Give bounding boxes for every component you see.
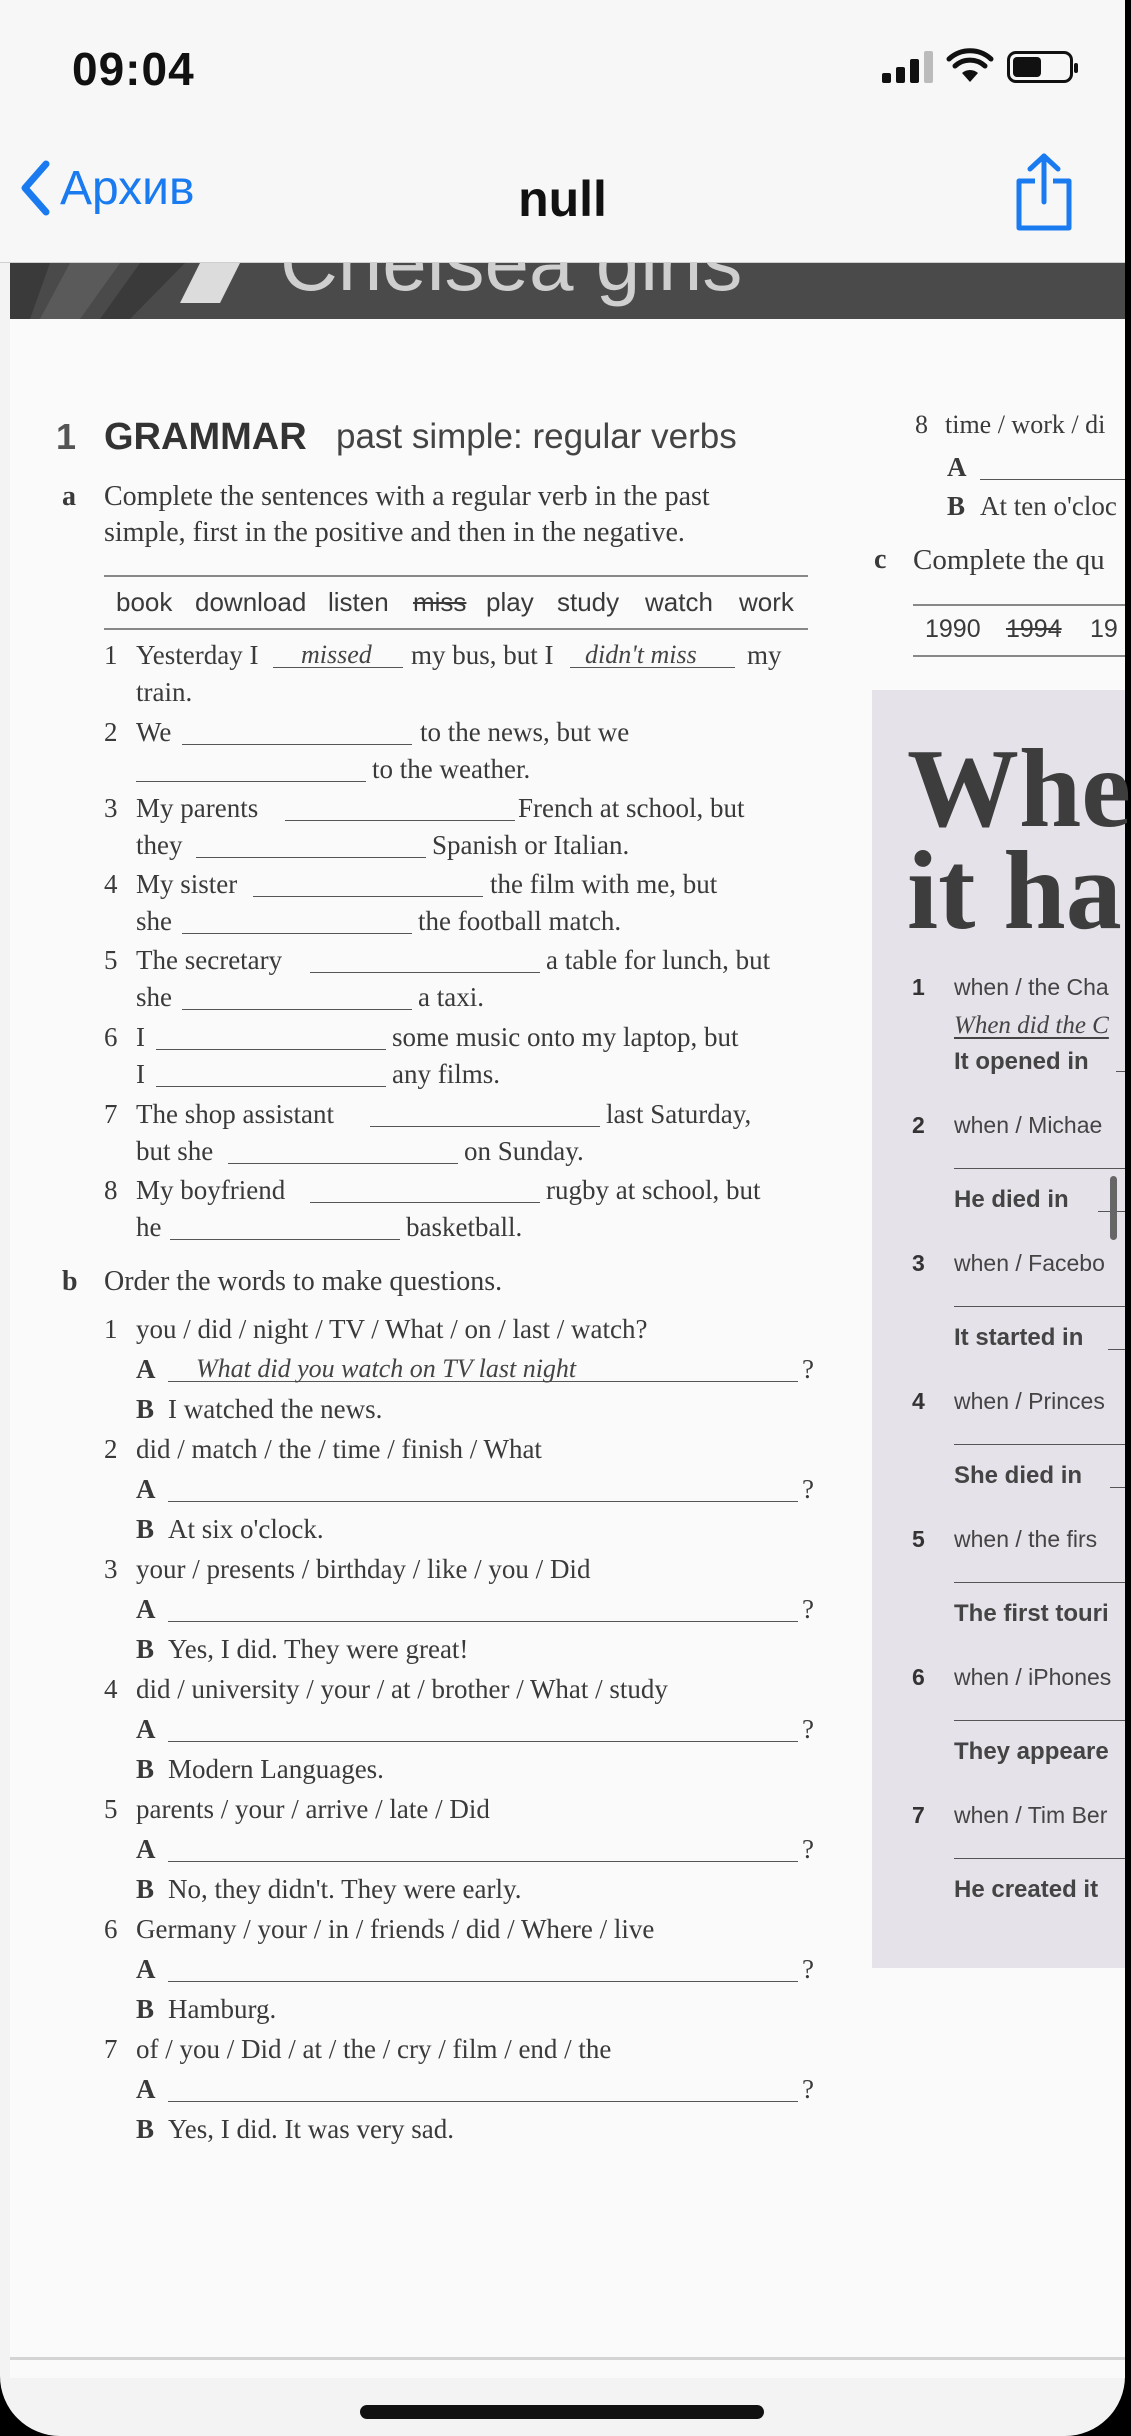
sentence-text: The shop assistant [136, 1099, 334, 1129]
year-box-bottom-rule [913, 655, 1125, 657]
year-box-top-rule [913, 604, 1125, 606]
exercise-b-instruction: Order the words to make questions. [104, 1266, 503, 1297]
page-title: null [518, 171, 607, 227]
panel-title-line-1: Whe [907, 727, 1131, 851]
word-prompt: Germany / your / in / friends / did / Where / live [136, 1914, 655, 1944]
question-mark: ? [802, 1354, 814, 1384]
sentence-text: My parents [136, 793, 259, 823]
exercise-c-letter: c [874, 544, 887, 575]
status-time: 09:04 [72, 43, 195, 95]
word-prompt: did / match / the / time / finish / What [136, 1434, 542, 1464]
answer-blank[interactable] [1108, 1349, 1125, 1350]
panel-item-answer-prefix: They appeare [954, 1738, 1109, 1765]
item-number: 5 [104, 945, 118, 975]
item-number: 1 [104, 1314, 118, 1344]
sentence-text: they [136, 830, 183, 860]
speaker-a-label: A [947, 452, 967, 482]
answer-blank[interactable] [170, 1239, 400, 1240]
speaker-b-label: B [947, 491, 966, 521]
word-prompt: of / you / Did / at / the / cry / film / end / the [136, 2034, 612, 2064]
item-number: 8 [915, 410, 928, 439]
item-number: 6 [104, 1022, 118, 1052]
answer-blank[interactable] [954, 1582, 1125, 1583]
section-number: 1 [56, 416, 77, 457]
sentence-text: French at school, but [518, 793, 745, 823]
speaker-b-label: B [136, 1634, 155, 1664]
answer-blank[interactable] [168, 2101, 798, 2102]
speaker-b-label: B [136, 1994, 155, 2024]
page-bottom-line [10, 2357, 1125, 2360]
panel-item-question: when / Michae [954, 1112, 1103, 1138]
word-prompt: you / did / night / TV / What / on / last / watch? [136, 1314, 648, 1344]
speaker-b-label: B [136, 2114, 155, 2144]
speaker-a-label: A [136, 1474, 156, 1504]
sentence-text: my [747, 640, 782, 670]
answer-blank[interactable] [954, 1168, 1125, 1169]
word-box-word: download [195, 587, 307, 617]
section-heading: GRAMMAR [104, 416, 307, 458]
reply-text: At six o'clock. [168, 1514, 324, 1544]
item-number: 4 [104, 869, 118, 899]
sentence-text: My boyfriend [136, 1175, 286, 1205]
scrollbar-handle[interactable] [1110, 1176, 1117, 1240]
word-box-word: watch [645, 587, 713, 617]
panel-item-answer-prefix: He created it [954, 1876, 1099, 1903]
item-number: 4 [104, 1674, 118, 1704]
reply-text: Hamburg. [168, 1994, 277, 2024]
back-label: Архив [60, 161, 195, 215]
answer-blank[interactable] [168, 1501, 798, 1502]
chapter-banner [10, 263, 1125, 319]
word-prompt: time / work / di [945, 410, 1106, 439]
sentence-text: train. [136, 677, 193, 707]
status-icons [882, 50, 1073, 84]
answer-blank[interactable] [954, 1444, 1125, 1445]
speaker-b-label: B [136, 1514, 155, 1544]
word-box-bottom-rule [104, 628, 808, 630]
exercise-a-letter: a [62, 481, 76, 512]
sentence-text: some music onto my laptop, but [392, 1022, 739, 1052]
sentence-text: rugby at school, but [546, 1175, 761, 1205]
reply-text: I watched the news. [168, 1394, 383, 1424]
sentence-text: I [136, 1022, 145, 1052]
word-box-word: book [116, 587, 173, 617]
answer-blank[interactable] [1116, 1071, 1125, 1072]
reply-text: Modern Languages. [168, 1754, 384, 1784]
sentence-text: the football match. [418, 906, 622, 936]
word-prompt: your / presents / birthday / like / you / Did [136, 1554, 591, 1584]
question-mark: ? [802, 1714, 814, 1744]
item-number: 8 [104, 1175, 118, 1205]
sentence-text: I [136, 1059, 145, 1089]
answer-blank[interactable] [196, 857, 426, 858]
answer-blank[interactable] [954, 1306, 1125, 1307]
panel-item-number: 3 [912, 1250, 925, 1276]
panel-item-question: when / Tim Ber [954, 1802, 1108, 1828]
exercise-c-instruction: Complete the qu [913, 544, 1105, 576]
panel-item-number: 1 [912, 974, 925, 1000]
answer-blank[interactable] [1110, 1487, 1125, 1488]
item-number: 3 [104, 1554, 118, 1584]
panel-item-number: 5 [912, 1526, 925, 1552]
example-answer: What did you watch on TV last night [196, 1354, 577, 1383]
speaker-a-label: A [136, 1954, 156, 1984]
item-number: 7 [104, 2034, 118, 2064]
year-box-year: 19 [1090, 615, 1118, 643]
year-box-year: 1990 [925, 615, 981, 643]
exercise-a-instruction-2: simple, first in the positive and then in the negative. [104, 517, 685, 548]
share-icon[interactable] [1013, 152, 1075, 232]
wifi-icon [947, 50, 993, 84]
question-mark: ? [802, 1474, 814, 1504]
question-mark: ? [802, 1954, 814, 1984]
panel-item-question: when / the Cha [954, 974, 1109, 1000]
panel-example-answer: When did the C [954, 1012, 1109, 1039]
cellular-signal-icon [882, 51, 933, 83]
panel-item-question: when / iPhones [954, 1664, 1112, 1690]
battery-icon [1007, 51, 1073, 83]
speaker-b-label: B [136, 1394, 155, 1424]
answer-blank[interactable] [156, 1049, 386, 1050]
sentence-text: to the news, but we [420, 717, 630, 747]
sentence-text: to the weather. [372, 754, 531, 784]
panel-item-answer-prefix: He died in [954, 1186, 1069, 1213]
top-bar [0, 0, 1125, 263]
sentence-text: the film with me, but [490, 869, 718, 899]
answer-blank[interactable] [136, 781, 366, 782]
panel-title-line-2: it ha [907, 829, 1122, 953]
item-number: 3 [104, 793, 118, 823]
answer-blank[interactable] [182, 1009, 412, 1010]
section-subheading: past simple: regular verbs [336, 417, 737, 456]
panel-item-question: when / the firs [954, 1526, 1098, 1552]
sentence-text: any films. [392, 1059, 500, 1089]
panel-item-number: 6 [912, 1664, 925, 1690]
sentence-text: last Saturday, [606, 1099, 752, 1129]
word-box-word: work [739, 587, 794, 617]
document-page [10, 263, 1131, 2378]
word-prompt: parents / your / arrive / late / Did [136, 1794, 490, 1824]
word-box-word: listen [328, 587, 389, 617]
sentence-text: Spanish or Italian. [432, 830, 630, 860]
example-answer: didn't miss [585, 640, 697, 669]
word-box-word-crossed: miss [413, 587, 467, 617]
answer-blank[interactable] [182, 933, 412, 934]
reply-text: At ten o'cloc [980, 491, 1117, 521]
panel-item-number: 2 [912, 1112, 925, 1138]
panel-item-question: when / Facebo [954, 1250, 1105, 1276]
speaker-b-label: B [136, 1754, 155, 1784]
sentence-text: a taxi. [418, 982, 484, 1012]
answer-blank[interactable] [954, 1720, 1125, 1721]
item-number: 5 [104, 1794, 118, 1824]
word-box-word: study [557, 587, 620, 617]
speaker-a-label: A [136, 1594, 156, 1624]
sentence-text: We [136, 717, 172, 747]
answer-blank[interactable] [228, 1163, 458, 1164]
exercise-b-letter: b [62, 1266, 78, 1297]
sentence-text: basketball. [406, 1212, 523, 1242]
speaker-b-label: B [136, 1874, 155, 1904]
question-mark: ? [802, 1594, 814, 1624]
word-box-word: play [486, 587, 534, 617]
answer-blank[interactable] [285, 820, 515, 821]
panel-item-answer-prefix: She died in [954, 1462, 1083, 1489]
speaker-a-label: A [136, 1714, 156, 1744]
answer-blank[interactable] [168, 1621, 798, 1622]
panel-item-number: 7 [912, 1802, 925, 1828]
answer-blank[interactable] [310, 1202, 540, 1203]
sentence-text: she [136, 982, 172, 1012]
answer-blank[interactable] [370, 1126, 600, 1127]
question-mark: ? [802, 2074, 814, 2104]
sentence-text: My sister [136, 869, 238, 899]
sentence-text: she [136, 906, 172, 936]
answer-blank[interactable] [310, 972, 540, 973]
sentence-text: he [136, 1212, 162, 1242]
exercise-a-instruction-1: Complete the sentences with a regular verb in the past [104, 481, 710, 512]
speaker-a-label: A [136, 2074, 156, 2104]
reply-text: No, they didn't. They were early. [168, 1874, 522, 1904]
item-number: 7 [104, 1099, 118, 1129]
panel-item-answer-prefix: The first touri [954, 1600, 1109, 1627]
sentence-text: The secretary [136, 945, 283, 975]
panel-item-answer-prefix: It started in [954, 1324, 1084, 1351]
answer-blank[interactable] [954, 1858, 1125, 1859]
panel-item-number: 4 [912, 1388, 925, 1414]
sentence-text: a table for lunch, but [546, 945, 771, 975]
answer-blank[interactable] [182, 744, 412, 745]
sentence-text: Yesterday I [136, 640, 259, 670]
item-number: 2 [104, 717, 118, 747]
panel-item-answer-prefix: It opened in [954, 1048, 1089, 1075]
answer-blank[interactable] [253, 896, 483, 897]
item-number: 1 [104, 640, 118, 670]
reply-text: Yes, I did. They were great! [168, 1634, 469, 1664]
speaker-a-label: A [136, 1834, 156, 1864]
item-number: 6 [104, 1914, 118, 1944]
answer-blank[interactable] [156, 1086, 386, 1087]
sentence-text: but she [136, 1136, 214, 1166]
example-answer: missed [301, 640, 372, 669]
answer-blank[interactable] [980, 479, 1125, 480]
panel-item-question: when / Princes [954, 1388, 1105, 1414]
answer-blank[interactable] [168, 1741, 798, 1742]
year-box-year-crossed: 1994 [1006, 615, 1062, 643]
speaker-a-label: A [136, 1354, 156, 1384]
answer-blank[interactable] [168, 1981, 798, 1982]
reply-text: Yes, I did. It was very sad. [168, 2114, 454, 2144]
word-box-top-rule [104, 575, 808, 577]
word-prompt: did / university / your / at / brother / What / study [136, 1674, 668, 1704]
item-number: 2 [104, 1434, 118, 1464]
home-indicator[interactable] [360, 2405, 764, 2419]
sentence-text: my bus, but I [411, 640, 554, 670]
question-mark: ? [802, 1834, 814, 1864]
answer-blank[interactable] [168, 1861, 798, 1862]
sentence-text: on Sunday. [464, 1136, 584, 1166]
